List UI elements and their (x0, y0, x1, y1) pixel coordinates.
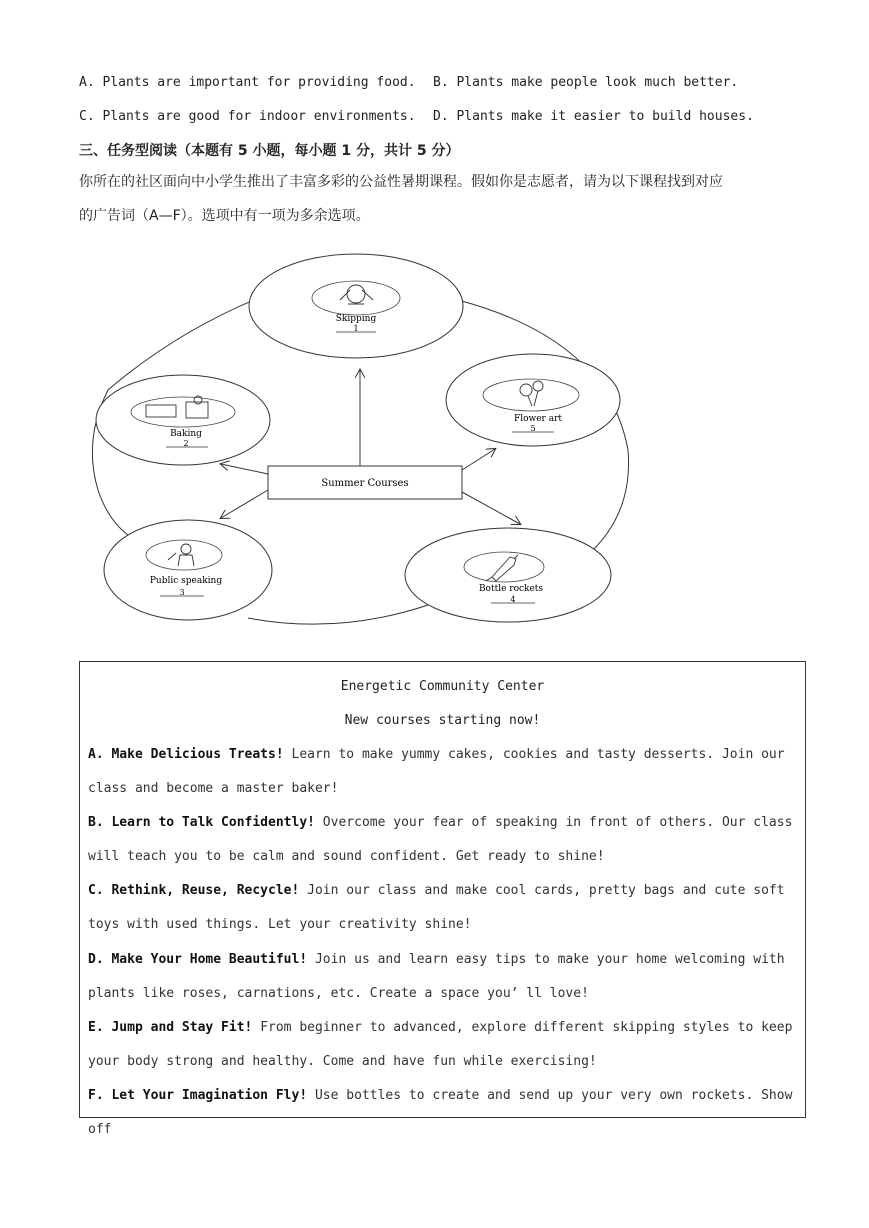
arrow-to-bottle-rockets (462, 492, 520, 524)
center-label: Summer Courses (321, 478, 409, 489)
ad-subtitle: New courses starting now! (344, 713, 541, 728)
arrow-to-baking (221, 464, 268, 474)
ad-item-b: B. Learn to Talk Confidently! Overcome your fear of speaking in front of others. Our class will teach you to be calm and sound confident. Get ready to shine! (88, 815, 793, 864)
node-label-flower-art: Flower art (513, 414, 563, 424)
option-d: D. Plants make it easier to build houses. (433, 109, 754, 124)
option-a: A. Plants are important for providing food. (79, 75, 416, 90)
node-public-speaking (104, 520, 272, 620)
ad-box (79, 661, 806, 1137)
ad-title: Energetic Community Center (340, 679, 545, 694)
node-label-baking: Baking (170, 429, 202, 439)
intro-line-1: 你所在的社区面向中小学生推出了丰富多彩的公益性暑期课程。假如你是志愿者，请为以下课程找到对应 (79, 174, 723, 190)
option-c: C. Plants are good for indoor environments. (79, 109, 416, 124)
ad-item-a: A. Make Delicious Treats! Learn to make yummy cakes, cookies and tasty desserts. Join our class and become a master baker! (88, 747, 785, 796)
arrow-to-flower-art (462, 449, 495, 470)
option-b: B. Plants make people look much better. (433, 75, 739, 90)
node-label-skipping: Skipping (335, 314, 377, 324)
ad-item-c: C. Rethink, Reuse, Recycle! Join our class and make cool cards, pretty bags and cute soft toys with used things. Let your creativity shine! (88, 883, 785, 932)
ad-item-f: F. Let Your Imagination Fly! Use bottles to create and send up your very own rockets. Show off (88, 1088, 793, 1137)
node-number-4: 4 (510, 595, 516, 604)
node-label-bottle-rockets: Bottle rockets (478, 584, 544, 594)
node-skipping (249, 254, 463, 358)
node-number-1: 1 (353, 324, 359, 333)
node-baking (96, 375, 270, 465)
ad-item-e: E. Jump and Stay Fit! From beginner to advanced, explore different skipping styles to keep your body strong and healthy. Come and have fun while exercising! (88, 1020, 793, 1069)
node-number-5: 5 (530, 424, 536, 433)
node-number-3: 3 (179, 588, 185, 597)
ad-item-d: D. Make Your Home Beautiful! Join us and learn easy tips to make your home welcoming with plants like roses, carnations, etc. Create a space you’ ll love! (88, 952, 785, 1001)
arrow-to-public-speaking (221, 490, 268, 518)
node-label-public-speaking: Public speaking (149, 576, 223, 586)
section-heading: 三、任务型阅读（本题有 5 小题，每小题 1 分，共计 5 分） (79, 143, 460, 159)
outer-loop-bottom (248, 605, 428, 624)
summer-courses-diagram (88, 250, 648, 635)
node-number-2: 2 (183, 439, 189, 448)
node-bottle-rockets (405, 528, 611, 622)
intro-line-2: 的广告词（A—F）。选项中有一项为多余选项。 (79, 208, 370, 224)
node-flower-art (446, 354, 620, 446)
